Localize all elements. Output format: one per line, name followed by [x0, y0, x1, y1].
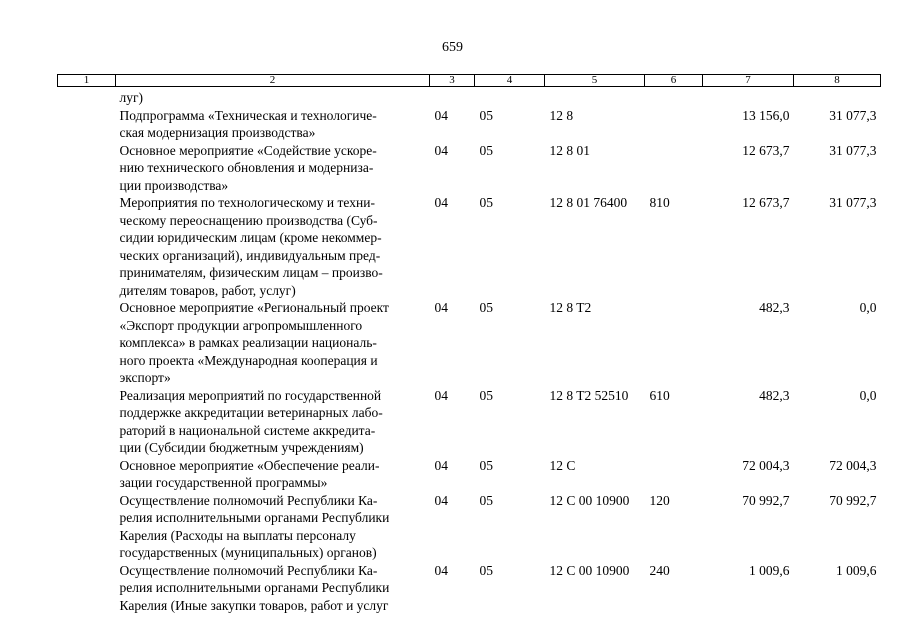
row-number-cell — [58, 87, 116, 107]
expense-type-code — [645, 107, 703, 142]
amount-year-1: 70 992,7 — [742, 492, 790, 508]
section-code: 04 — [434, 300, 448, 315]
subsection-code: 05 — [479, 562, 493, 578]
table-row — [58, 107, 881, 142]
table-row — [58, 194, 881, 299]
amount-year-2: 31 077,3 — [829, 195, 877, 210]
subsection-code — [475, 87, 545, 107]
subsection-code: 05 — [479, 107, 493, 123]
table-header-row — [58, 75, 881, 87]
target-article-code: 12 8 01 76400 — [549, 195, 628, 210]
column-header-5: 5 — [545, 75, 645, 87]
section-code: 04 — [434, 562, 448, 578]
target-article-code: 12 8 01 — [549, 142, 590, 158]
table-row — [58, 87, 881, 107]
target-article-code — [545, 87, 645, 107]
expense-type-code — [645, 87, 703, 107]
table-row — [58, 142, 881, 195]
table-row — [58, 457, 881, 492]
item-name: Основное мероприятие «Содействие ускоре- нию технического обновления и модерниза- ции производства» — [119, 142, 377, 193]
column-header-3: 3 — [430, 75, 475, 87]
row-number-cell — [58, 387, 116, 457]
expense-type-code — [645, 457, 703, 492]
subsection-code: 05 — [479, 142, 493, 158]
expense-type-code: 240 — [649, 562, 670, 578]
table-row — [58, 562, 881, 615]
row-number-cell — [58, 562, 116, 615]
subsection-code: 05 — [479, 457, 493, 473]
amount-year-1: 72 004,3 — [742, 457, 790, 473]
amount-year-1: 13 156,0 — [742, 107, 790, 123]
item-name: луг) — [119, 90, 144, 105]
amount-year-2: 0,0 — [859, 387, 877, 403]
subsection-code: 05 — [479, 492, 493, 508]
page-number: 659 — [442, 40, 463, 55]
amount-year-2: 70 992,7 — [829, 492, 877, 508]
subsection-code: 05 — [479, 300, 493, 315]
expense-type-code — [645, 299, 703, 387]
expense-type-code: 610 — [649, 387, 670, 403]
amount-year-1: 482,3 — [759, 387, 790, 403]
table-row — [58, 492, 881, 562]
row-number-cell — [58, 457, 116, 492]
amount-year-1: 482,3 — [759, 300, 790, 315]
column-header-1: 1 — [58, 75, 116, 87]
item-name: Мероприятия по технологическому и техни- ческому переоснащению производства (Суб- сидии юридическим лицам (кроме некоммер- ческих организаций), индивидуальным пред- принимателям, физическим лицам – произво- дителям товаров, работ, услуг) — [119, 195, 383, 298]
target-article-code: 12 C 00 10900 — [549, 492, 630, 508]
subsection-code: 05 — [479, 195, 493, 210]
item-name: Основное мероприятие «Обеспечение реали- зации государственной программы» — [119, 457, 380, 490]
item-name: Осуществление полномочий Республики Ка- релия исполнительными органами Республики Карелия (Иные закупки товаров, работ и услуг — [119, 562, 390, 613]
section-code: 04 — [434, 107, 448, 123]
budget-table — [57, 74, 881, 614]
row-number-cell — [58, 194, 116, 299]
section-code: 04 — [434, 195, 448, 210]
amount-year-1 — [703, 87, 794, 107]
target-article-code: 12 8 T2 52510 — [549, 387, 629, 403]
row-number-cell — [58, 299, 116, 387]
item-name: Подпрограмма «Техническая и технологиче- ская модернизация производства» — [119, 107, 377, 140]
amount-year-1: 12 673,7 — [742, 195, 790, 210]
table-row — [58, 299, 881, 387]
row-number-cell — [58, 142, 116, 195]
target-article-code: 12 8 T2 — [549, 300, 592, 315]
section-code — [430, 87, 475, 107]
amount-year-1: 12 673,7 — [742, 142, 790, 158]
amount-year-2: 31 077,3 — [829, 142, 877, 158]
target-article-code: 12 8 — [549, 107, 574, 123]
section-code: 04 — [434, 492, 448, 508]
table-row — [58, 387, 881, 457]
section-code: 04 — [434, 387, 448, 403]
subsection-code: 05 — [479, 387, 493, 403]
table-body — [58, 87, 881, 615]
row-number-cell — [58, 492, 116, 562]
item-name: Реализация мероприятий по государственной поддержке аккредитации ветеринарных лабо- раторий в национальной системе аккредита- ции (Субсидии бюджетным учреждениям) — [119, 387, 383, 455]
amount-year-2: 31 077,3 — [829, 107, 877, 123]
amount-year-2: 0,0 — [859, 300, 877, 315]
target-article-code: 12 C — [549, 457, 576, 473]
expense-type-code: 120 — [649, 492, 670, 508]
column-header-4: 4 — [475, 75, 545, 87]
expense-type-code — [645, 142, 703, 195]
row-number-cell — [58, 107, 116, 142]
amount-year-2: 1 009,6 — [836, 562, 877, 578]
section-code: 04 — [434, 457, 448, 473]
column-header-2: 2 — [116, 75, 430, 87]
column-header-7: 7 — [703, 75, 794, 87]
expense-type-code: 810 — [649, 195, 670, 210]
column-header-8: 8 — [794, 75, 881, 87]
section-code: 04 — [434, 142, 448, 158]
column-header-6: 6 — [645, 75, 703, 87]
item-name: Основное мероприятие «Региональный проект «Экспорт продукции агропромышленного комплекса» в рамках реализации националь- ного проекта «Международная кооперация и экспорт» — [119, 300, 389, 385]
amount-year-2 — [794, 87, 881, 107]
amount-year-2: 72 004,3 — [829, 457, 877, 473]
target-article-code: 12 C 00 10900 — [549, 562, 630, 578]
amount-year-1: 1 009,6 — [749, 562, 790, 578]
item-name: Осуществление полномочий Республики Ка- релия исполнительными органами Республики Карелия (Расходы на выплаты персоналу государственных (муниципальных) органов) — [119, 492, 390, 560]
